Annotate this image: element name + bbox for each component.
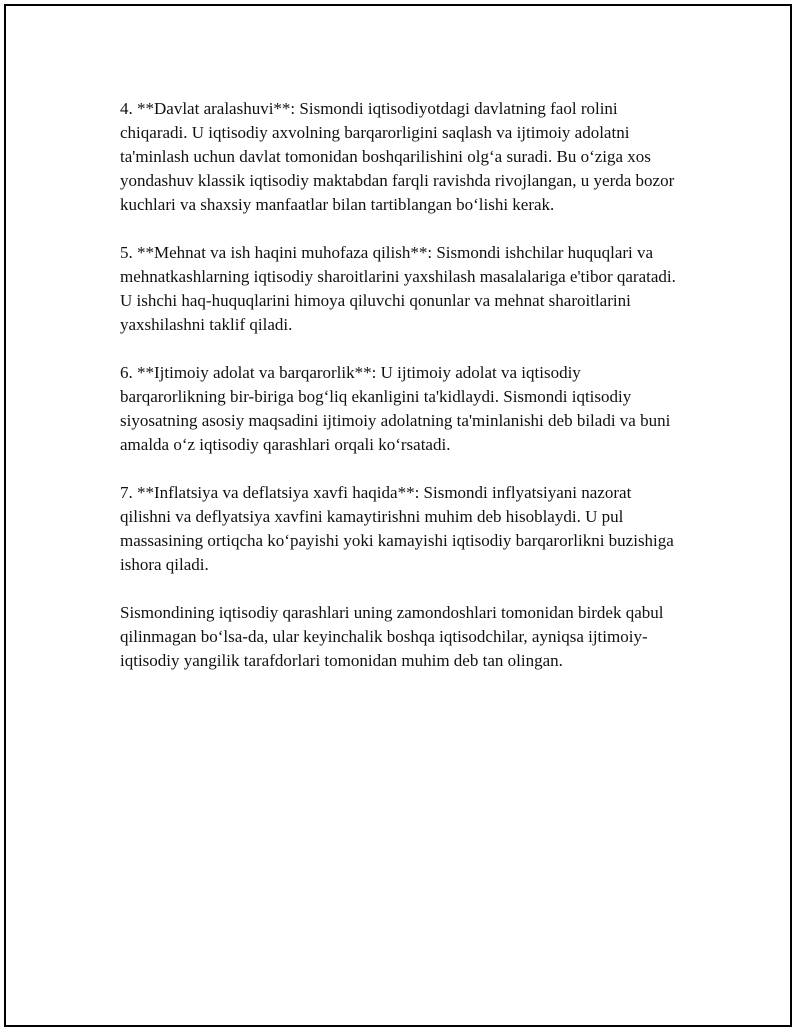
paragraph-mehnat-ish-haqi: 5. **Mehnat va ish haqini muhofaza qilish**: Sismondi ishchilar huquqlari va mehnatkashlarning iqtisodiy sharoitlarini yaxshilash masalalariga e'tibor qaratadi. U ishchi haq-huquqlarini himoya qiluvchi qonunlar va mehnat sharoitlarini yaxshilashni taklif qiladi. (120, 243, 676, 334)
paragraph-conclusion: Sismondining iqtisodiy qarashlari uning zamondoshlari tomonidan birdek qabul qilinmagan bo‘lsa-da, ular keyinchalik boshqa iqtisodchilar, ayniqsa ijtimoiy-iqtisodiy yangilik tarafdorlari tomonidan muhim deb tan olingan. (120, 603, 664, 670)
document-page (4, 4, 792, 1027)
paragraph-ijtimoiy-adolat: 6. **Ijtimoiy adolat va barqarorlik**: U ijtimoiy adolat va iqtisodiy barqarorlikning bir-biriga bog‘liq ekanligini ta'kidlaydi. Sismondi iqtisodiy siyosatning asosiy maqsadini ijtimoiy adolatning ta'minlanishi deb biladi va buni amalda o‘z iqtisodiy qarashlari orqali ko‘rsatadi. (120, 363, 671, 454)
paragraph-davlat-aralashuvi: 4. **Davlat aralashuvi**: Sismondi iqtisodiyotdagi davlatning faol rolini chiqaradi. U iqtisodiy axvolning barqarorligini saqlash va ijtimoiy adolatni ta'minlash uchun davlat tomonidan boshqarilishini olg‘a suradi. Bu o‘ziga xos yondashuv klassik iqtisodiy maktabdan farqli ravishda rivojlangan, u yerda bozor kuchlari va shaxsiy manfaatlar bilan tartiblangan bo‘lishi kerak. (120, 99, 675, 214)
paragraph-inflatsiya-deflatsiya: 7. **Inflatsiya va deflatsiya xavfi haqida**: Sismondi inflyatsiyani nazorat qilishni va deflyatsiya xavfini kamaytirishni muhim deb hisoblaydi. U pul massasining ortiqcha ko‘payishi yoki kamayishi iqtisodiy barqarorlikni buzishiga ishora qiladi. (120, 483, 674, 574)
document-body (120, 97, 680, 697)
